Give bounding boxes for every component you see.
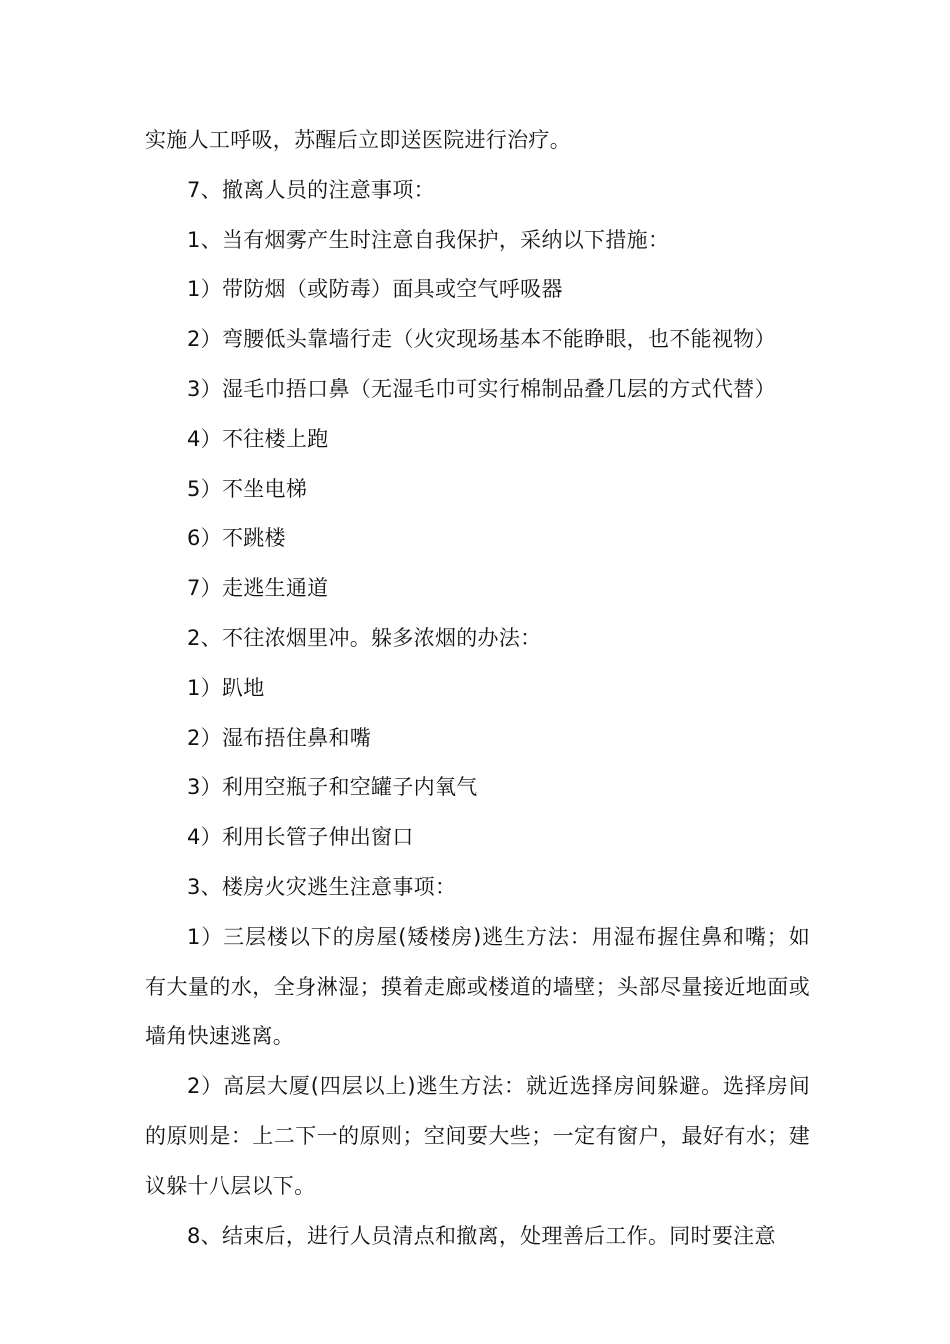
paragraph: 3、楼房火灾逃生注意事项： <box>187 874 457 899</box>
paragraph: 4）不往楼上跑 <box>187 426 329 451</box>
paragraph: 3）湿毛巾捂口鼻（无湿毛巾可实行棉制品叠几层的方式代替） <box>187 376 776 401</box>
paragraph: 2）弯腰低头靠墙行走（火灾现场基本不能睁眼，也不能视物） <box>187 327 776 352</box>
paragraph: 4）利用长管子伸出窗口 <box>187 825 414 850</box>
paragraph: 1）趴地 <box>187 675 265 700</box>
paragraph: 3）利用空瓶子和空罐子内氧气 <box>187 775 478 800</box>
paragraph: 1）带防烟（或防毒）面具或空气呼吸器 <box>187 277 563 302</box>
paragraph: 7）走逃生通道 <box>187 576 329 601</box>
paragraph: 8、结束后，进行人员清点和撤离，处理善后工作。同时要注意 <box>187 1223 776 1248</box>
document-body <box>145 116 810 1261</box>
paragraph: 1）三层楼以下的房屋(矮楼房)逃生方法：用湿布握住鼻和嘴；如有大量的水，全身淋湿；摸着走廊或楼道的墙壁；头部尽量接近地面或墙角快速逃离。 <box>145 924 810 1049</box>
paragraph: 7、撤离人员的注意事项： <box>187 177 435 202</box>
paragraph: 实施人工呼吸，苏醒后立即送医院进行治疗。 <box>145 128 571 152</box>
paragraph: 1、当有烟雾产生时注意自我保护，采纳以下措施： <box>187 227 670 252</box>
paragraph: 2）高层大厦(四层以上)逃生方法：就近选择房间躲避。选择房间的原则是：上二下一的原则；空间要大些；一定有窗户，最好有水；建议躲十八层以下。 <box>145 1074 810 1198</box>
paragraph: 6）不跳楼 <box>187 526 286 551</box>
paragraph: 2）湿布捂住鼻和嘴 <box>187 725 372 750</box>
paragraph: 5）不坐电梯 <box>187 476 308 501</box>
paragraph: 2、不往浓烟里冲。躲多浓烟的办法： <box>187 625 542 650</box>
